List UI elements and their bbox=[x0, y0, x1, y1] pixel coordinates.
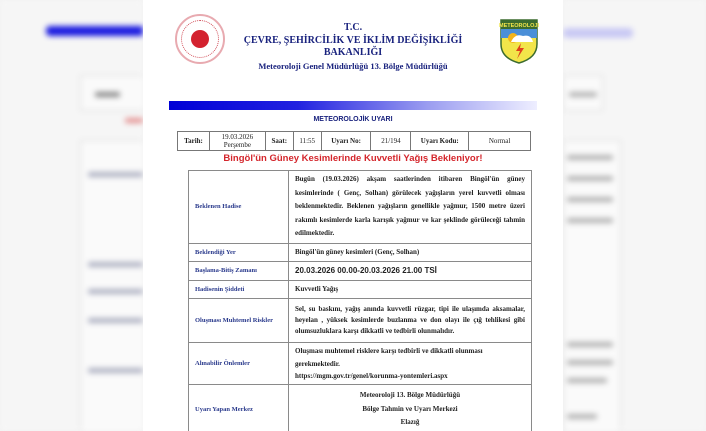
ministry-seal-logo bbox=[175, 14, 225, 64]
warning-details-table bbox=[188, 170, 532, 431]
precautions-text: Oluşması muhtemel risklere karşı tedbirli ve dikkatli olunması gerekmektedir. bbox=[295, 347, 483, 368]
issuing-center-line1: Meteoroloji 13. Bölge Müdürlüğü bbox=[359, 391, 461, 400]
table-row-start-end-time bbox=[189, 262, 532, 281]
date-label: Tarih: bbox=[178, 132, 210, 151]
ministry-seal-ring bbox=[181, 20, 219, 58]
header-tc: T.C. bbox=[343, 22, 363, 33]
blurred-background-left bbox=[0, 0, 143, 431]
warning-code-label: Uyarı Kodu: bbox=[411, 132, 469, 151]
row-value: Bingöl'ün güney kesimleri (Genç, Solhan) bbox=[289, 243, 532, 262]
header-ministry-line1: ÇEVRE, ŞEHİRCİLİK VE İKLİM DEĞİŞİKLİĞİ bbox=[243, 34, 463, 46]
warning-no-label: Uyarı No: bbox=[321, 132, 371, 151]
time-value: 11:55 bbox=[293, 132, 321, 151]
row-key: Beklendiği Yer bbox=[189, 243, 289, 262]
blurred-background-right bbox=[563, 0, 706, 431]
time-label: Saat: bbox=[265, 132, 293, 151]
issuing-center-line2: Bölge Tahmin ve Uyarı Merkezi bbox=[362, 404, 458, 413]
row-key: Alınabilir Önlemler bbox=[189, 343, 289, 385]
ministry-seal-emblem bbox=[191, 30, 209, 48]
document-title: METEOROLOJİK UYARI bbox=[313, 116, 393, 123]
issuing-center-line3: Elazığ bbox=[400, 418, 420, 427]
header-ministry-line2: BAKANLIĞI bbox=[323, 47, 383, 58]
day-value: Perşembe bbox=[223, 141, 251, 149]
row-value bbox=[289, 385, 532, 431]
header-directorate: Meteoroloji Genel Müdürlüğü 13. Bölge Müdürlüğü bbox=[258, 60, 448, 71]
row-key: Oluşması Muhtemel Riskler bbox=[189, 299, 289, 343]
document-header bbox=[243, 22, 463, 72]
table-row-issuing-center bbox=[189, 385, 532, 431]
warning-no-value: 21/194 bbox=[371, 132, 411, 151]
date-value: 19.03.2026 bbox=[221, 133, 254, 141]
row-value bbox=[289, 343, 532, 385]
table-row-severity bbox=[189, 280, 532, 299]
warning-info-table bbox=[177, 131, 531, 151]
warning-document bbox=[143, 0, 563, 431]
table-row-expected-place bbox=[189, 243, 532, 262]
row-value: 20.03.2026 00.00-20.03.2026 21.00 TSİ bbox=[289, 262, 532, 281]
table-row-possible-risks bbox=[189, 299, 532, 343]
header-divider-bar bbox=[169, 101, 537, 110]
meteoroloji-shield-logo bbox=[499, 18, 539, 64]
date-cell bbox=[209, 132, 265, 151]
table-row-expected-event bbox=[189, 171, 532, 244]
row-key: Beklenen Hadise bbox=[189, 171, 289, 244]
row-value: Kuvvetli Yağış bbox=[289, 280, 532, 299]
svg-text:METEOROLOJI: METEOROLOJI bbox=[499, 23, 539, 29]
row-key: Hadisenin Şiddeti bbox=[189, 280, 289, 299]
precautions-link[interactable]: https://mgm.gov.tr/genel/korunma-yontemleri.aspx bbox=[295, 372, 448, 380]
warning-headline: Bingöl'ün Güney Kesimlerinde Kuvvetli Yağış Bekleniyor! bbox=[223, 153, 483, 164]
row-value bbox=[289, 299, 532, 343]
row-key: Başlama-Bitiş Zamanı bbox=[189, 262, 289, 281]
table-row-precautions bbox=[189, 343, 532, 385]
risks-text: Sel, su baskını, yağış anında kuvvetli rüzgar, tipi ile ulaşımda aksamalar, heyelan , yüksek kesimlerde buzlanma ve don olayı ile çığ tehlikesi gibi olumsuzluklara karşı dikkatli ve tedbirli olunmalıdır. bbox=[295, 305, 525, 335]
row-key: Uyarı Yapan Merkez bbox=[189, 385, 289, 431]
row-value: Bugün (19.03.2026) akşam saatlerinden itibaren Bingöl'ün güney kesimlerinde ( Genç, Solhan) görülecek yağışların yerel kuvvetli olması beklenmektedir. Beklenen yağışların genellikle yağmur, 1500 metre üzeri rakımlı kesimlerde karla karışık yağmur ve kar şeklinde görüleceği tahmin edilmektedir. bbox=[289, 171, 532, 244]
warning-code-value: Normal bbox=[469, 132, 531, 151]
